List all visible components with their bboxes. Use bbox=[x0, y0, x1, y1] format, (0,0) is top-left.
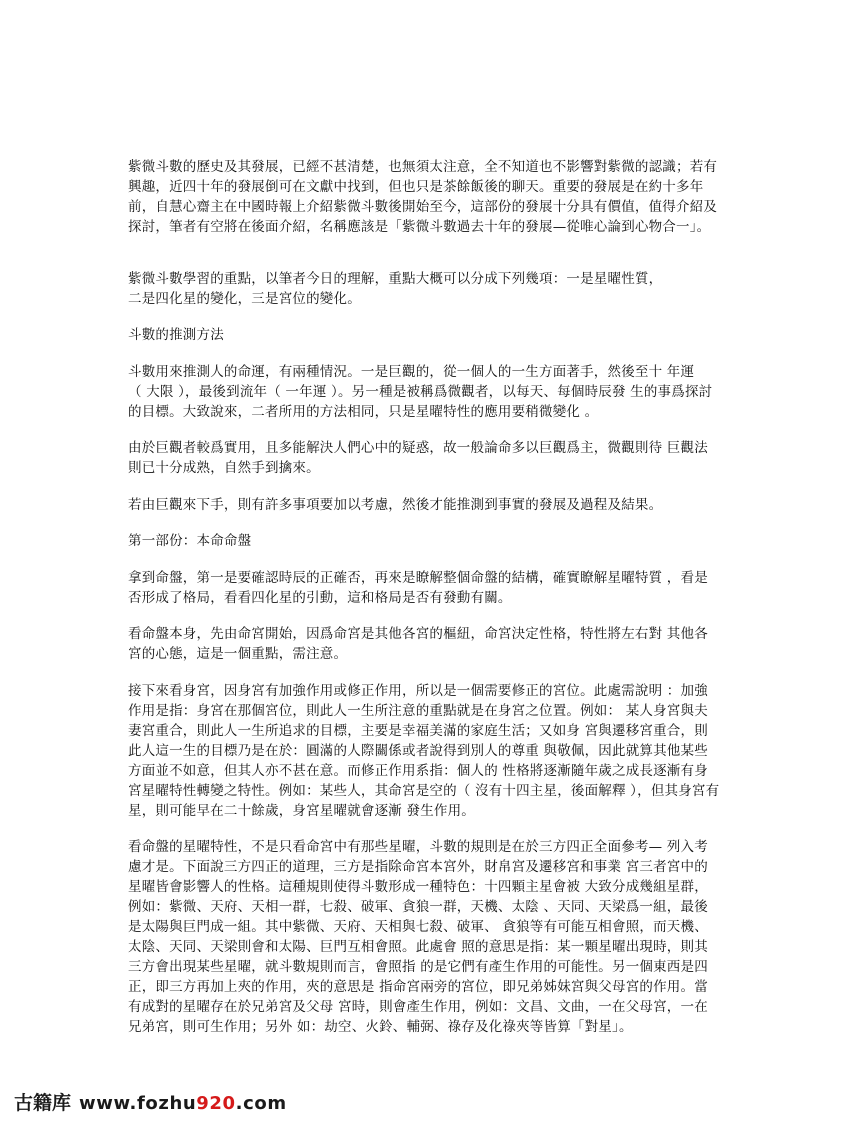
text-line: 妻宮重合，則此人一生所追求的目標，主要是幸福美滿的家庭生活；又如身 宮與遷移宮重合，則 bbox=[128, 723, 708, 739]
paragraph-reading-chart bbox=[128, 568, 740, 608]
document-body bbox=[128, 157, 740, 1037]
site-url-prefix: www.fozhu bbox=[79, 1093, 197, 1114]
text-line: 二是四化星的變化，三是宮位的變化。 bbox=[128, 291, 361, 307]
site-url-suffix: .com bbox=[235, 1093, 287, 1114]
text-line: 正，即三方再加上夾的作用，夾的意思是 指命宮兩旁的宮位，即兄弟姊妹宮與父母宮的作用。當 bbox=[128, 979, 708, 995]
text-line: 宮星曜特性轉變之特性。例如：某些人，其命宮是空的（ 沒有十四主星，後面解釋 ），但其身宮有 bbox=[128, 783, 720, 799]
site-url-accent: 920 bbox=[196, 1093, 236, 1114]
text-line: 此人這一生的目標乃是在於：圓滿的人際關係或者說得到別人的尊重 與敬佩，因此就算其他某些 bbox=[128, 743, 708, 759]
paragraph-life-palace bbox=[128, 624, 740, 664]
text-line: 星，則可能早在二十餘歲，身宮星曜就會逐漸 發生作用。 bbox=[128, 803, 475, 819]
text-line: 有成對的星曜存在於兄弟宮及父母 宮時，則會產生作用，例如：文昌、文曲，一在父母宮，一在 bbox=[128, 999, 708, 1015]
text-line: 星曜皆會影響人的性格。這種規則使得斗數形成一種特色：十四顆主星會被 大致分成幾組星群， bbox=[128, 879, 708, 895]
text-line: 紫微斗數的歷史及其發展，已經不甚清楚，也無須太注意，全不知道也不影響對紫微的認識；若有 bbox=[128, 159, 718, 175]
paragraph-macro-approach bbox=[128, 495, 740, 515]
paragraph-macro-practical bbox=[128, 438, 740, 478]
text-line: 兄弟宮，則可生作用；另外 如：劫空、火鈴、輔弼、祿存及化祿夾等皆算「對星」。 bbox=[128, 1019, 633, 1035]
site-name: 古籍库 bbox=[14, 1092, 72, 1114]
paragraph-history bbox=[128, 157, 740, 237]
paragraph-study-points bbox=[128, 269, 740, 309]
text-line: 紫微斗數學習的重點，以筆者今日的理解，重點大概可以分成下列幾項：一是星曜性質， bbox=[128, 271, 663, 287]
section-heading-part-one bbox=[128, 531, 740, 551]
site-url bbox=[79, 1093, 287, 1114]
text-line: 若由巨觀來下手，則有許多事項要加以考慮，然後才能推測到事實的發展及過程及結果。 bbox=[128, 497, 663, 513]
text-line: 作用是指：身宮在那個宮位，則此人一生所注意的重點就是在身宮之位置。例如： 某人身宮與夫 bbox=[128, 703, 708, 719]
text-line: 則已十分成熟，自然手到擒來。 bbox=[128, 460, 320, 476]
text-line: 慮才是。下面說三方四正的道理，三方是指除命宮本宮外，財帛宮及遷移宮和事業 宮三者宮中的 bbox=[128, 859, 708, 875]
text-line: 興趣，近四十年的發展倒可在文獻中找到，但也只是茶餘飯後的聊天。重要的發展是在約十多年 bbox=[128, 179, 704, 195]
paragraph-macro-micro bbox=[128, 362, 740, 422]
paragraph-star-traits bbox=[128, 837, 740, 1037]
text-line: 前，自慧心齋主在中國時報上介紹紫微斗數後開始至今，這部份的發展十分具有價值，值得介紹及 bbox=[128, 199, 718, 215]
text-line: （ 大限 ），最後到流年（ 一年運 ）。另一種是被稱爲微觀者，以每天、每個時辰發 生的事爲探討 bbox=[128, 384, 713, 400]
text-line: 斗數用來推測人的命運，有兩種情況。一是巨觀的，從一個人的一生方面著手，然後至十 年運 bbox=[128, 364, 695, 380]
text-line: 探討，筆者有空將在後面介紹，名稱應該是「紫微斗數過去十年的發展—從唯心論到心物合一」。 bbox=[128, 219, 711, 235]
text-line: 是太陽與巨門成一組。其中紫微、天府、天相與七殺、破軍、 貪狼等有可能互相會照，而天機、 bbox=[128, 919, 708, 935]
paragraph-body-palace bbox=[128, 681, 740, 821]
text-line: 看命盤的星曜特性，不是只看命宮中有那些星曜，斗數的規則是在於三方四正全面參考— 列入考 bbox=[128, 839, 708, 855]
text-line: 拿到命盤，第一是要確認時辰的正確否，再來是瞭解整個命盤的結構，確實瞭解星曜特質 ，看是 bbox=[128, 570, 708, 586]
text-line: 由於巨觀者較爲實用，且多能解決人們心中的疑惑，故一般論命多以巨觀爲主，微觀則待 巨觀法 bbox=[128, 440, 708, 456]
text-line: 看命盤本身，先由命宮開始，因爲命宮是其他各宮的樞紐，命宮決定性格，特性將左右對 其他各 bbox=[128, 626, 708, 642]
text-line: 第一部份：本命命盤 bbox=[128, 533, 252, 549]
text-line: 方面並不如意，但其人亦不甚在意。而修正作用系指：個人的 性格將逐漸隨年歲之成長逐漸有身 bbox=[128, 763, 708, 779]
text-line: 太陰、天同、天梁則會和太陽、巨門互相會照。此處會 照的意思是指：某一顆星曜出現時，則其 bbox=[128, 939, 708, 955]
text-line: 否形成了格局，看看四化星的引動，這和格局是否有發動有關。 bbox=[128, 590, 512, 606]
text-line: 例如：紫微、天府、天相一群，七殺、破軍、貪狼一群，天機、太陰 、天同、天梁爲一組，最後 bbox=[128, 899, 708, 915]
text-line: 斗數的推測方法 bbox=[128, 327, 224, 343]
section-heading-methods bbox=[128, 325, 740, 345]
text-line: 接下來看身宮，因身宮有加強作用或修正作用，所以是一個需要修正的宮位。此處需說明 ：加強 bbox=[128, 683, 708, 699]
text-line: 的目標。大致說來，二者所用的方法相同，只是星曜特性的應用要稍微變化 。 bbox=[128, 404, 599, 420]
footer-watermark bbox=[14, 1088, 287, 1114]
text-line: 三方會出現某些星曜，就斗數規則而言，會照指 的是它們有產生作用的可能性。另一個東西是四 bbox=[128, 959, 708, 975]
text-line: 宮的心態，這是一個重點，需注意。 bbox=[128, 646, 348, 662]
